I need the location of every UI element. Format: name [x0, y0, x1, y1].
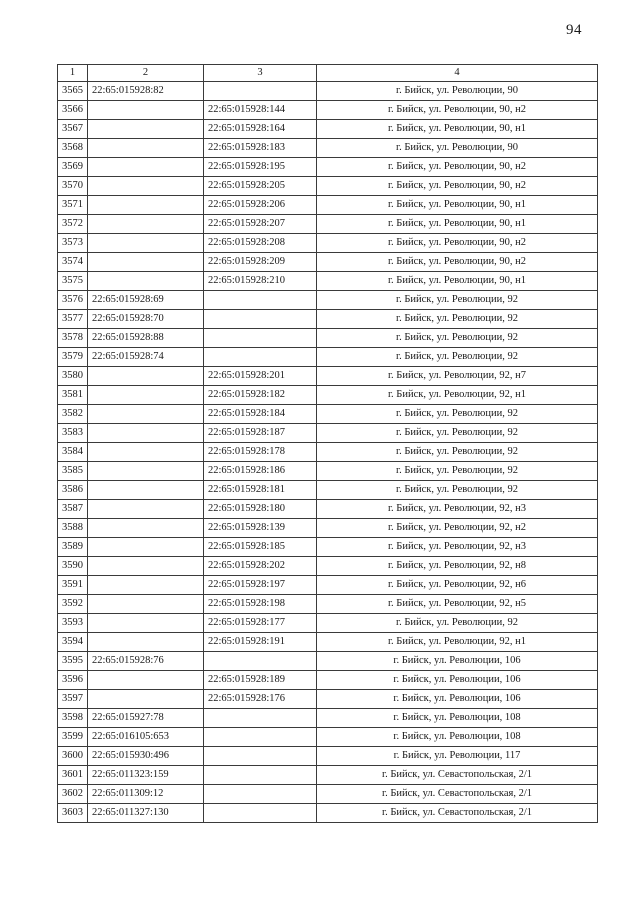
cadastral-object-cell: 22:65:015928:205	[204, 177, 317, 196]
cadastral-parcel-cell: 22:65:015928:70	[88, 310, 204, 329]
address-cell: г. Бийск, ул. Революции, 92, н8	[317, 557, 598, 576]
address-cell: г. Бийск, ул. Революции, 90	[317, 82, 598, 101]
table-row	[58, 785, 598, 804]
row-number-cell: 3587	[58, 500, 88, 519]
table-row	[58, 709, 598, 728]
cadastral-parcel-cell	[88, 443, 204, 462]
row-number-cell: 3592	[58, 595, 88, 614]
cadastral-object-cell: 22:65:015928:182	[204, 386, 317, 405]
cadastral-object-cell: 22:65:015928:198	[204, 595, 317, 614]
table-row	[58, 766, 598, 785]
row-number-cell: 3598	[58, 709, 88, 728]
table-row	[58, 538, 598, 557]
table-row	[58, 101, 598, 120]
row-number-cell: 3589	[58, 538, 88, 557]
row-number-cell: 3601	[58, 766, 88, 785]
table-row	[58, 557, 598, 576]
row-number-cell: 3597	[58, 690, 88, 709]
cadastral-parcel-cell	[88, 614, 204, 633]
table-row	[58, 614, 598, 633]
address-cell: г. Бийск, ул. Революции, 90, н1	[317, 215, 598, 234]
cadastral-parcel-cell	[88, 538, 204, 557]
header-col-2: 2	[88, 65, 204, 82]
cadastral-parcel-cell	[88, 424, 204, 443]
table-row	[58, 291, 598, 310]
row-number-cell: 3594	[58, 633, 88, 652]
address-cell: г. Бийск, ул. Революции, 90, н2	[317, 101, 598, 120]
cadastral-object-cell	[204, 766, 317, 785]
row-number-cell: 3576	[58, 291, 88, 310]
address-cell: г. Бийск, ул. Революции, 90, н1	[317, 272, 598, 291]
row-number-cell: 3583	[58, 424, 88, 443]
cadastral-object-cell: 22:65:015928:206	[204, 196, 317, 215]
cadastral-object-cell: 22:65:015928:207	[204, 215, 317, 234]
cadastral-object-cell	[204, 728, 317, 747]
address-cell: г. Бийск, ул. Революции, 92	[317, 291, 598, 310]
cadastral-parcel-cell	[88, 595, 204, 614]
cadastral-object-cell: 22:65:015928:189	[204, 671, 317, 690]
table-row	[58, 443, 598, 462]
cadastral-parcel-cell	[88, 196, 204, 215]
cadastral-object-cell: 22:65:015928:185	[204, 538, 317, 557]
address-cell: г. Бийск, ул. Революции, 90, н2	[317, 234, 598, 253]
cadastral-object-cell	[204, 785, 317, 804]
cadastral-object-cell	[204, 329, 317, 348]
cadastral-parcel-cell: 22:65:011309:12	[88, 785, 204, 804]
row-number-cell: 3573	[58, 234, 88, 253]
address-cell: г. Бийск, ул. Революции, 92, н1	[317, 633, 598, 652]
table-row	[58, 652, 598, 671]
row-number-cell: 3599	[58, 728, 88, 747]
table-row	[58, 405, 598, 424]
cadastral-object-cell: 22:65:015928:177	[204, 614, 317, 633]
row-number-cell: 3581	[58, 386, 88, 405]
cadastral-parcel-cell	[88, 633, 204, 652]
cadastral-parcel-cell	[88, 158, 204, 177]
cadastral-object-cell: 22:65:015928:139	[204, 519, 317, 538]
row-number-cell: 3579	[58, 348, 88, 367]
row-number-cell: 3586	[58, 481, 88, 500]
table-row	[58, 500, 598, 519]
cadastral-parcel-cell	[88, 177, 204, 196]
cadastral-object-cell: 22:65:015928:183	[204, 139, 317, 158]
table-row	[58, 519, 598, 538]
address-cell: г. Бийск, ул. Революции, 92, н7	[317, 367, 598, 386]
table-row	[58, 234, 598, 253]
cadastral-object-cell	[204, 804, 317, 823]
address-cell: г. Бийск, ул. Революции, 90, н1	[317, 196, 598, 215]
table-row	[58, 253, 598, 272]
row-number-cell: 3590	[58, 557, 88, 576]
table-row	[58, 158, 598, 177]
cadastral-parcel-cell	[88, 101, 204, 120]
row-number-cell: 3565	[58, 82, 88, 101]
header-col-1: 1	[58, 65, 88, 82]
address-cell: г. Бийск, ул. Революции, 92	[317, 348, 598, 367]
cadastral-parcel-cell	[88, 386, 204, 405]
cadastral-parcel-cell: 22:65:015928:88	[88, 329, 204, 348]
table-row	[58, 82, 598, 101]
header-row	[58, 65, 598, 82]
cadastral-parcel-cell	[88, 405, 204, 424]
cadastral-parcel-cell	[88, 234, 204, 253]
table-row	[58, 348, 598, 367]
row-number-cell: 3584	[58, 443, 88, 462]
cadastral-object-cell: 22:65:015928:202	[204, 557, 317, 576]
cadastral-parcel-cell: 22:65:015928:74	[88, 348, 204, 367]
cadastral-object-cell: 22:65:015928:197	[204, 576, 317, 595]
row-number-cell: 3591	[58, 576, 88, 595]
address-cell: г. Бийск, ул. Революции, 106	[317, 671, 598, 690]
cadastral-parcel-cell	[88, 272, 204, 291]
table-row	[58, 215, 598, 234]
row-number-cell: 3566	[58, 101, 88, 120]
table-row	[58, 139, 598, 158]
address-cell: г. Бийск, ул. Революции, 92	[317, 614, 598, 633]
cadastral-parcel-cell: 22:65:011327:130	[88, 804, 204, 823]
table-row	[58, 747, 598, 766]
address-cell: г. Бийск, ул. Революции, 106	[317, 690, 598, 709]
table-row	[58, 671, 598, 690]
table-header	[58, 65, 598, 82]
cadastral-parcel-cell	[88, 481, 204, 500]
cadastral-object-cell: 22:65:015928:210	[204, 272, 317, 291]
table-row	[58, 329, 598, 348]
cadastral-object-cell: 22:65:015928:186	[204, 462, 317, 481]
table-row	[58, 728, 598, 747]
cadastral-object-cell: 22:65:015928:164	[204, 120, 317, 139]
cadastral-object-cell	[204, 348, 317, 367]
address-cell: г. Бийск, ул. Революции, 90, н1	[317, 120, 598, 139]
row-number-cell: 3572	[58, 215, 88, 234]
cadastral-object-cell: 22:65:015928:209	[204, 253, 317, 272]
cadastral-parcel-cell: 22:65:015927:78	[88, 709, 204, 728]
row-number-cell: 3567	[58, 120, 88, 139]
cadastral-parcel-cell: 22:65:015928:76	[88, 652, 204, 671]
cadastral-parcel-cell	[88, 139, 204, 158]
row-number-cell: 3570	[58, 177, 88, 196]
cadastral-object-cell	[204, 291, 317, 310]
address-cell: г. Бийск, ул. Революции, 92	[317, 443, 598, 462]
address-cell: г. Бийск, ул. Революции, 92	[317, 405, 598, 424]
cadastral-object-cell	[204, 652, 317, 671]
row-number-cell: 3602	[58, 785, 88, 804]
address-cell: г. Бийск, ул. Революции, 106	[317, 652, 598, 671]
address-cell: г. Бийск, ул. Революции, 92, н5	[317, 595, 598, 614]
row-number-cell: 3603	[58, 804, 88, 823]
address-cell: г. Бийск, ул. Революции, 92	[317, 462, 598, 481]
cadastral-parcel-cell: 22:65:011323:159	[88, 766, 204, 785]
address-cell: г. Бийск, ул. Севастопольская, 2/1	[317, 785, 598, 804]
table-row	[58, 595, 598, 614]
table-row	[58, 424, 598, 443]
row-number-cell: 3580	[58, 367, 88, 386]
cadastral-parcel-cell: 22:65:016105:653	[88, 728, 204, 747]
cadastral-parcel-cell	[88, 462, 204, 481]
row-number-cell: 3595	[58, 652, 88, 671]
row-number-cell: 3574	[58, 253, 88, 272]
cadastral-parcel-cell	[88, 557, 204, 576]
cadastral-object-cell: 22:65:015928:208	[204, 234, 317, 253]
address-cell: г. Бийск, ул. Революции, 92, н6	[317, 576, 598, 595]
table-row	[58, 367, 598, 386]
address-cell: г. Бийск, ул. Севастопольская, 2/1	[317, 804, 598, 823]
table-row	[58, 462, 598, 481]
page-number: 94	[566, 22, 582, 38]
table-row	[58, 310, 598, 329]
cadastral-parcel-cell	[88, 576, 204, 595]
cadastral-object-cell: 22:65:015928:184	[204, 405, 317, 424]
cadastral-parcel-cell	[88, 690, 204, 709]
cadastral-parcel-cell	[88, 253, 204, 272]
address-cell: г. Бийск, ул. Революции, 92, н3	[317, 538, 598, 557]
address-cell: г. Бийск, ул. Революции, 92, н3	[317, 500, 598, 519]
cadastral-object-cell: 22:65:015928:201	[204, 367, 317, 386]
cadastral-object-cell: 22:65:015928:195	[204, 158, 317, 177]
address-cell: г. Бийск, ул. Революции, 92, н2	[317, 519, 598, 538]
cadastral-object-cell: 22:65:015928:176	[204, 690, 317, 709]
table-row	[58, 120, 598, 139]
table-row	[58, 481, 598, 500]
row-number-cell: 3575	[58, 272, 88, 291]
cadastral-parcel-cell	[88, 120, 204, 139]
address-cell: г. Бийск, ул. Революции, 108	[317, 728, 598, 747]
cadastral-parcel-cell	[88, 367, 204, 386]
header-col-4: 4	[317, 65, 598, 82]
address-cell: г. Бийск, ул. Революции, 92	[317, 329, 598, 348]
header-col-3: 3	[204, 65, 317, 82]
cadastral-object-cell: 22:65:015928:181	[204, 481, 317, 500]
address-cell: г. Бийск, ул. Революции, 90, н2	[317, 253, 598, 272]
row-number-cell: 3577	[58, 310, 88, 329]
cadastral-object-cell: 22:65:015928:191	[204, 633, 317, 652]
row-number-cell: 3588	[58, 519, 88, 538]
cadastral-object-cell	[204, 82, 317, 101]
address-cell: г. Бийск, ул. Революции, 117	[317, 747, 598, 766]
row-number-cell: 3578	[58, 329, 88, 348]
cadastral-object-cell: 22:65:015928:144	[204, 101, 317, 120]
row-number-cell: 3569	[58, 158, 88, 177]
row-number-cell: 3585	[58, 462, 88, 481]
table-body	[58, 82, 598, 823]
address-cell: г. Бийск, ул. Революции, 90	[317, 139, 598, 158]
table-row	[58, 576, 598, 595]
address-cell: г. Бийск, ул. Революции, 92, н1	[317, 386, 598, 405]
address-cell: г. Бийск, ул. Революции, 90, н2	[317, 158, 598, 177]
table-row	[58, 272, 598, 291]
cadastral-parcel-cell	[88, 671, 204, 690]
table-row	[58, 804, 598, 823]
row-number-cell: 3593	[58, 614, 88, 633]
cadastral-parcel-cell: 22:65:015928:82	[88, 82, 204, 101]
cadastral-parcel-cell	[88, 215, 204, 234]
row-number-cell: 3582	[58, 405, 88, 424]
table-row	[58, 633, 598, 652]
address-cell: г. Бийск, ул. Революции, 108	[317, 709, 598, 728]
cadastral-object-cell	[204, 709, 317, 728]
cadastral-object-cell	[204, 747, 317, 766]
address-cell: г. Бийск, ул. Революции, 92	[317, 310, 598, 329]
cadastral-parcel-cell	[88, 500, 204, 519]
row-number-cell: 3600	[58, 747, 88, 766]
table-row	[58, 690, 598, 709]
cadastral-parcel-cell: 22:65:015930:496	[88, 747, 204, 766]
table-row	[58, 386, 598, 405]
cadastral-object-cell: 22:65:015928:178	[204, 443, 317, 462]
address-cell: г. Бийск, ул. Севастопольская, 2/1	[317, 766, 598, 785]
table-row	[58, 196, 598, 215]
cadastral-object-cell	[204, 310, 317, 329]
cadastral-object-cell: 22:65:015928:180	[204, 500, 317, 519]
row-number-cell: 3568	[58, 139, 88, 158]
registry-table	[57, 64, 598, 823]
address-cell: г. Бийск, ул. Революции, 92	[317, 481, 598, 500]
row-number-cell: 3596	[58, 671, 88, 690]
cadastral-object-cell: 22:65:015928:187	[204, 424, 317, 443]
row-number-cell: 3571	[58, 196, 88, 215]
address-cell: г. Бийск, ул. Революции, 92	[317, 424, 598, 443]
table-row	[58, 177, 598, 196]
cadastral-parcel-cell: 22:65:015928:69	[88, 291, 204, 310]
address-cell: г. Бийск, ул. Революции, 90, н2	[317, 177, 598, 196]
cadastral-parcel-cell	[88, 519, 204, 538]
